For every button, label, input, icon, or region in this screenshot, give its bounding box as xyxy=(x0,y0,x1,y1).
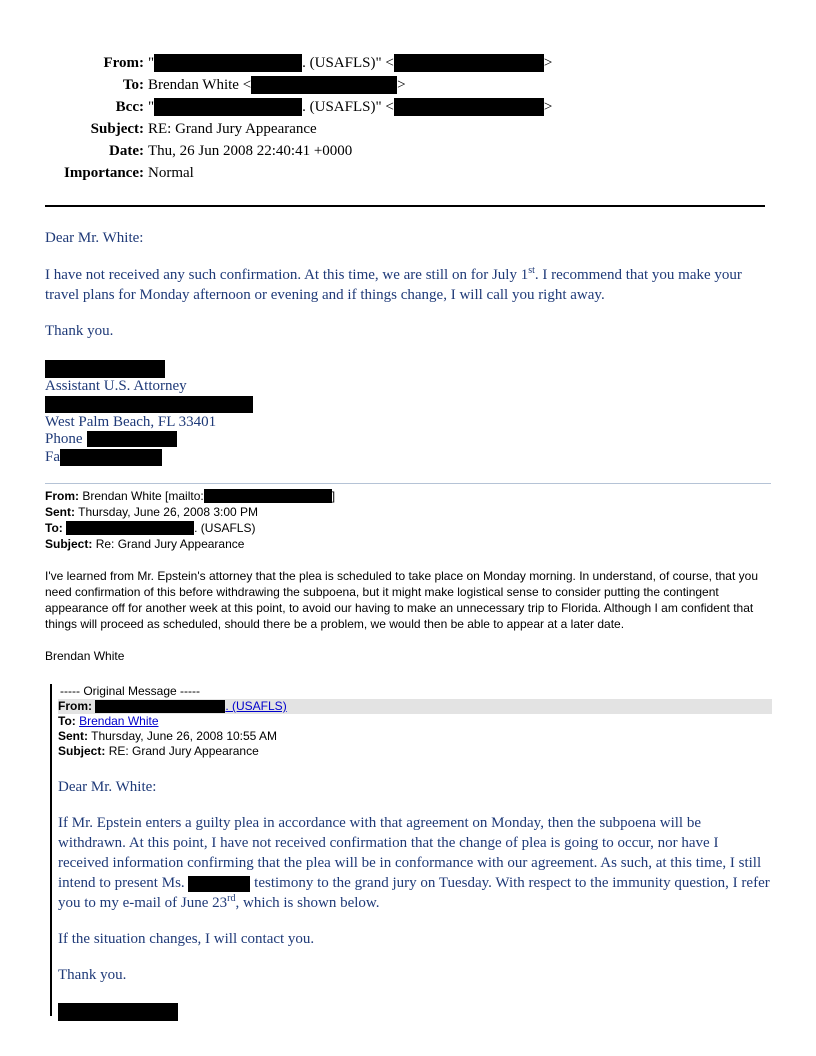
orig-from-row xyxy=(58,699,772,714)
date-label: Date: xyxy=(109,143,144,159)
orig-paragraph-text-end: , which is shown below. xyxy=(235,895,380,911)
redaction-box xyxy=(394,98,544,116)
orig-paragraph-sup: rd xyxy=(227,893,236,904)
from-label: From: xyxy=(103,55,144,71)
orig-paragraph-2: If the situation changes, I will contact you. xyxy=(58,931,315,947)
reply-thanks: Thank you. xyxy=(45,323,114,339)
bcc-close: > xyxy=(543,99,553,115)
redaction-box xyxy=(204,489,332,503)
bcc-quote: " xyxy=(148,99,155,115)
orig-from-label: From: xyxy=(58,699,92,713)
redaction-box xyxy=(188,876,250,892)
fwd-sent-value: Thursday, June 26, 2008 3:00 PM xyxy=(78,505,259,519)
fwd-from-row xyxy=(45,488,775,504)
fwd-to-row xyxy=(45,520,775,536)
reply-greeting: Dear Mr. White: xyxy=(45,230,144,246)
fwd-from-value: Brendan White [mailto: xyxy=(82,489,204,503)
redaction-box xyxy=(154,98,302,116)
header-date-row xyxy=(0,140,816,162)
redaction-box xyxy=(60,449,162,466)
bcc-suffix: . (USAFLS)" < xyxy=(302,99,394,115)
from-suffix: . (USAFLS)" < xyxy=(302,55,394,71)
signature-city: West Palm Beach, FL 33401 xyxy=(45,414,217,430)
fwd-subject-value: Re: Grand Jury Appearance xyxy=(95,537,245,551)
phone-label: Phone xyxy=(45,431,83,447)
reply-paragraph xyxy=(45,265,775,305)
fwd-from-close: ] xyxy=(331,489,336,503)
orig-sent-value: Thursday, June 26, 2008 10:55 AM xyxy=(91,729,278,743)
fwd-sent-row xyxy=(45,504,775,520)
reply-body xyxy=(45,228,775,466)
orig-paragraph xyxy=(58,813,772,913)
fwd-subject-label: Subject: xyxy=(45,537,93,551)
orig-from-link[interactable]: . (USAFLS) xyxy=(225,699,287,713)
fwd-body: I've learned from Mr. Epstein's attorney that the plea is scheduled to take place on Monday morning. In understand, of course, that you need confirmation of this before withdrawing the subpoena, but it might make logistical sense to consider putting the contingent appearance off for another week at this point, to avoid our having to make an unnecessary trip to Florida. Although I am confident that things will proceed as scheduled, should there be a problem, we would then be able to appear at a later date. xyxy=(45,569,758,631)
orig-subject-value: RE: Grand Jury Appearance xyxy=(108,744,259,758)
thread-divider xyxy=(45,483,771,484)
redaction-box xyxy=(251,76,397,94)
redaction-box xyxy=(45,360,165,378)
orig-paragraph-text: If Mr. Epstein enters a guilty plea in accordance with that agreement on Monday, then the subpoena will be withdrawn. At this point, I have not received confirmation that the change of plea is going to occur, nor have I received information confirming that the plea will be in conformance with our agreement. As such, at this time, I still intend to present Ms. xyxy=(58,815,762,891)
orig-to-link[interactable]: Brendan White xyxy=(79,714,159,728)
fwd-to-suffix: . (USAFLS) xyxy=(194,521,256,535)
redaction-box xyxy=(45,396,253,413)
fwd-signature: Brendan White xyxy=(45,649,125,663)
from-close: > xyxy=(543,55,553,71)
fax-label: Fa xyxy=(45,449,60,465)
subject-value: RE: Grand Jury Appearance xyxy=(148,121,317,137)
fwd-subject-row xyxy=(45,536,775,552)
original-banner: ----- Original Message ----- xyxy=(60,684,201,698)
header-subject-row xyxy=(0,118,816,140)
redaction-box xyxy=(154,54,302,72)
redaction-box xyxy=(87,431,177,447)
reply-paragraph-sup: st xyxy=(528,265,535,276)
header-importance-row xyxy=(0,162,816,184)
from-quote: " xyxy=(148,55,155,71)
forwarded-message xyxy=(45,488,775,664)
redaction-box xyxy=(95,700,225,713)
bcc-label: Bcc: xyxy=(115,99,144,115)
redaction-box xyxy=(58,1003,178,1021)
orig-greeting: Dear Mr. White: xyxy=(58,779,157,795)
orig-paragraph-text-mid: testimony to the grand jury on Tuesday. With respect to the immunity question, I refer you to my e-mail of June 23 xyxy=(58,875,770,911)
orig-to-label: To: xyxy=(58,714,76,728)
header-to-row xyxy=(0,74,816,96)
quoted-original-message xyxy=(50,684,772,1016)
header-bcc-row xyxy=(0,96,816,118)
header-divider xyxy=(45,205,765,207)
orig-subject-row xyxy=(58,744,772,759)
reply-paragraph-text: I have not received any such confirmation. At this time, we are still on for July 1 xyxy=(45,267,529,283)
header-from-row xyxy=(0,52,816,74)
orig-sent-label: Sent: xyxy=(58,729,88,743)
original-body xyxy=(58,777,772,1021)
date-value: Thu, 26 Jun 2008 22:40:41 +0000 xyxy=(148,143,353,159)
redaction-box xyxy=(394,54,544,72)
orig-thanks: Thank you. xyxy=(58,967,127,983)
orig-subject-label: Subject: xyxy=(58,744,106,758)
orig-sent-row xyxy=(58,729,772,744)
signature-title: Assistant U.S. Attorney xyxy=(45,378,187,394)
reply-paragraph-text-end: . I recommend that you make your travel plans for Monday afternoon or evening and if things change, I will call you right away. xyxy=(45,267,742,303)
fwd-sent-label: Sent: xyxy=(45,505,75,519)
importance-value: Normal xyxy=(148,165,194,181)
redaction-box xyxy=(66,521,194,535)
to-close: > xyxy=(397,77,406,93)
to-label: To: xyxy=(122,77,144,93)
subject-label: Subject: xyxy=(90,121,144,137)
fwd-to-label: To: xyxy=(45,521,63,535)
email-header xyxy=(0,52,816,184)
fwd-from-label: From: xyxy=(45,489,79,503)
to-name: Brendan White < xyxy=(148,77,252,93)
orig-to-row xyxy=(58,714,772,729)
importance-label: Importance: xyxy=(64,165,144,181)
reply-signature xyxy=(45,358,775,466)
